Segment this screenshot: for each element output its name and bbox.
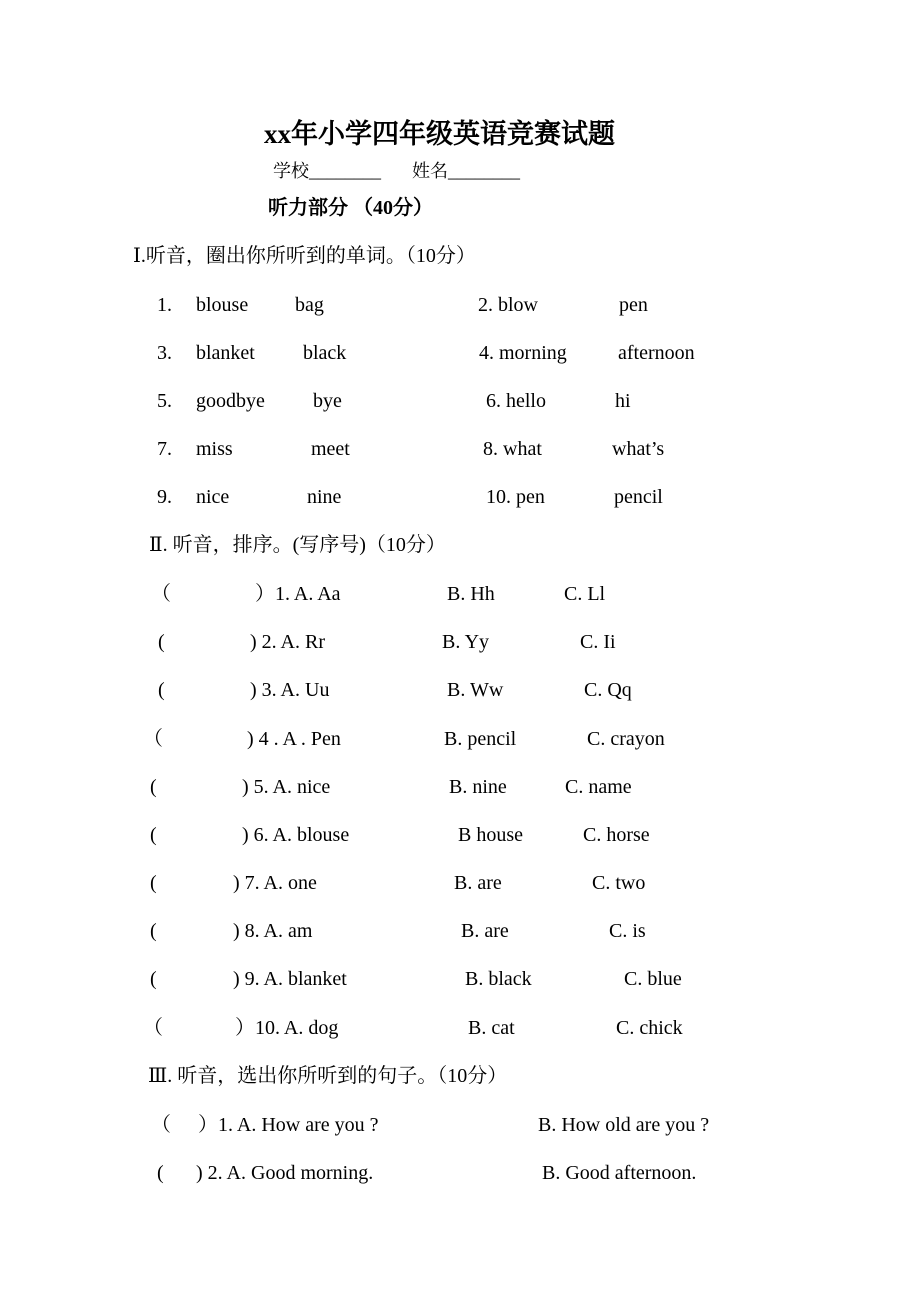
s2-open-paren: ( [150,824,157,846]
section2-heading: Ⅱ. 听音，排序。(写序号)（10分） [149,534,446,556]
s1-item-word-b: bag [295,294,324,316]
s2-option-a: ) 3. A. Uu [250,679,330,701]
s2-option-a: ) 8. A. am [233,920,313,942]
s2-option-c: C. horse [583,824,650,846]
s2-option-a: ) 9. A. blanket [233,968,347,990]
listening-part-heading: 听力部分 （40分） [268,197,433,219]
s1-item-word-d: what’s [612,438,665,460]
s2-option-c: C. chick [616,1017,683,1039]
s1-item-word-b: nine [307,486,342,508]
s2-option-b: B. Ww [447,679,504,701]
s2-option-a: ) 5. A. nice [242,776,331,798]
s2-option-a: ) 4 . A . Pen [247,728,341,750]
s2-option-c: C. two [592,872,646,894]
s1-item-word-d: pencil [614,486,663,508]
s2-option-a: ) 6. A. blouse [242,824,350,846]
s1-item-word-d: hi [615,390,631,412]
s2-option-b: B. are [454,872,502,894]
s3-open-paren: ( [157,1162,164,1184]
s2-option-b: B. Hh [447,583,495,605]
s2-open-paren: ( [150,968,157,990]
s1-item-word-b: black [303,342,347,364]
school-field-label: 学校________ [273,161,381,181]
s2-option-b: B. cat [468,1017,515,1039]
s2-option-a: ) 2. A. Rr [250,631,325,653]
s2-option-b: B. Yy [442,631,490,653]
s3-option-a: ) 2. A. Good morning. [196,1162,374,1184]
s1-item-num: 1. [157,294,172,316]
s3-option-b: B. How old are you ? [538,1114,710,1136]
name-field-label: 姓名________ [412,161,520,181]
s2-open-paren: ( [158,679,165,701]
s1-item-word-c: 6. hello [486,390,546,412]
s2-option-c: C. Ii [580,631,616,653]
s2-option-c: C. Qq [584,679,632,701]
s1-item-word-a: blanket [196,342,255,364]
s3-open-paren: （ [151,1114,171,1136]
s1-item-word-a: nice [196,486,230,508]
exam-title: xx年小学四年级英语竞赛试题 [264,119,615,149]
s2-option-a: ) 7. A. one [233,872,317,894]
s1-item-word-c: 8. what [483,438,542,460]
s1-item-num: 3. [157,342,172,364]
s1-item-word-d: pen [619,294,648,316]
s3-option-a: ）1. A. How are you ? [198,1114,379,1136]
s2-open-paren: ( [150,920,157,942]
s1-item-word-a: miss [196,438,233,460]
s1-item-word-c: 4. morning [479,342,567,364]
s1-item-num: 9. [157,486,172,508]
s1-item-word-c: 10. pen [486,486,545,508]
s2-option-c: C. name [565,776,632,798]
s2-open-paren: （ [143,1017,163,1039]
s1-item-word-d: afternoon [618,342,695,364]
section3-heading: Ⅲ. 听音，选出你所听到的句子。（10分） [148,1065,508,1087]
s2-open-paren: ( [150,776,157,798]
s2-option-a: ）10. A. dog [235,1017,339,1039]
s1-item-word-a: goodbye [196,390,265,412]
s2-open-paren: ( [150,872,157,894]
s2-open-paren: ( [158,631,165,653]
s2-option-b: B. pencil [444,728,517,750]
s1-item-word-b: bye [313,390,342,412]
s1-item-word-c: 2. blow [478,294,538,316]
s2-option-b: B house [458,824,523,846]
s2-option-b: B. are [461,920,509,942]
s2-option-a: ）1. A. Aa [255,583,341,605]
s1-item-word-b: meet [311,438,350,460]
s3-option-b: B. Good afternoon. [542,1162,697,1184]
s2-open-paren: （ [151,583,171,605]
s2-option-b: B. black [465,968,532,990]
s2-option-c: C. crayon [587,728,665,750]
s1-item-word-a: blouse [196,294,249,316]
s2-option-c: C. Ll [564,583,606,605]
s1-item-num: 5. [157,390,172,412]
s2-open-paren: （ [143,728,163,750]
s2-option-c: C. is [609,920,646,942]
s2-option-c: C. blue [624,968,682,990]
section1-heading: Ⅰ.听音，圈出你所听到的单词。（10分） [133,245,476,267]
s1-item-num: 7. [157,438,172,460]
s2-option-b: B. nine [449,776,507,798]
